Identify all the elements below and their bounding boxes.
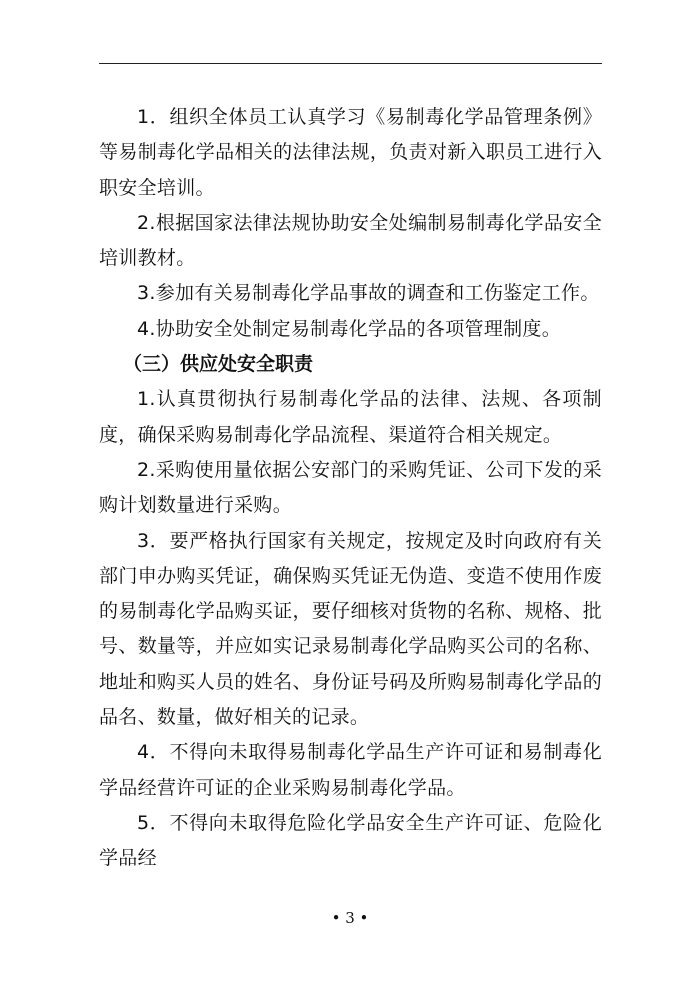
paragraph-supply-4: 4．不得向未取得易制毒化学品生产许可证和易制毒化学品经营许可证的企业采购易制毒化学品。	[99, 741, 602, 799]
paragraph-supply-3: 3．要严格执行国家有关规定，按规定及时向政府有关部门申办购买凭证，确保购买凭证无伪造、变造不使用作废的易制毒化学品购买证，要仔细核对货物的名称、规格、批号、数量等，并应如实记录易制毒化学品购买公司的名称、地址和购买人员的姓名、身份证号码及所购易制毒化学品的品名、数量，做好相关的记录。	[99, 529, 602, 729]
paragraph-supply-1: 1.认真贯彻执行易制毒化学品的法律、法规、各项制度，确保采购易制毒化学品流程、渠道符合相关规定。	[99, 388, 602, 446]
page-number: • 3 •	[331, 909, 369, 927]
paragraph-item-2: 2.根据国家法律法规协助安全处编制易制毒化学品安全培训教材。	[99, 211, 602, 270]
header-rule	[99, 63, 602, 64]
paragraph-supply-2: 2.采购使用量依据公安部门的采购凭证、公司下发的采购计划数量进行采购。	[99, 458, 602, 517]
section-heading: （三）供应处安全职责	[123, 353, 314, 376]
document-body	[99, 100, 602, 877]
paragraph-supply-5: 5．不得向未取得危险化学品安全生产许可证、危险化学品经	[99, 811, 602, 870]
paragraph-item-1: 1．组织全体员工认真学习《易制毒化学品管理条例》等易制毒化学品相关的法律法规，负责对新入职员工进行入职安全培训。	[99, 106, 602, 199]
paragraph-item-4: 4.协助安全处制定易制毒化学品的各项管理制度。	[137, 317, 562, 340]
paragraph-item-3: 3.参加有关易制毒化学品事故的调查和工伤鉴定工作。	[137, 282, 600, 305]
